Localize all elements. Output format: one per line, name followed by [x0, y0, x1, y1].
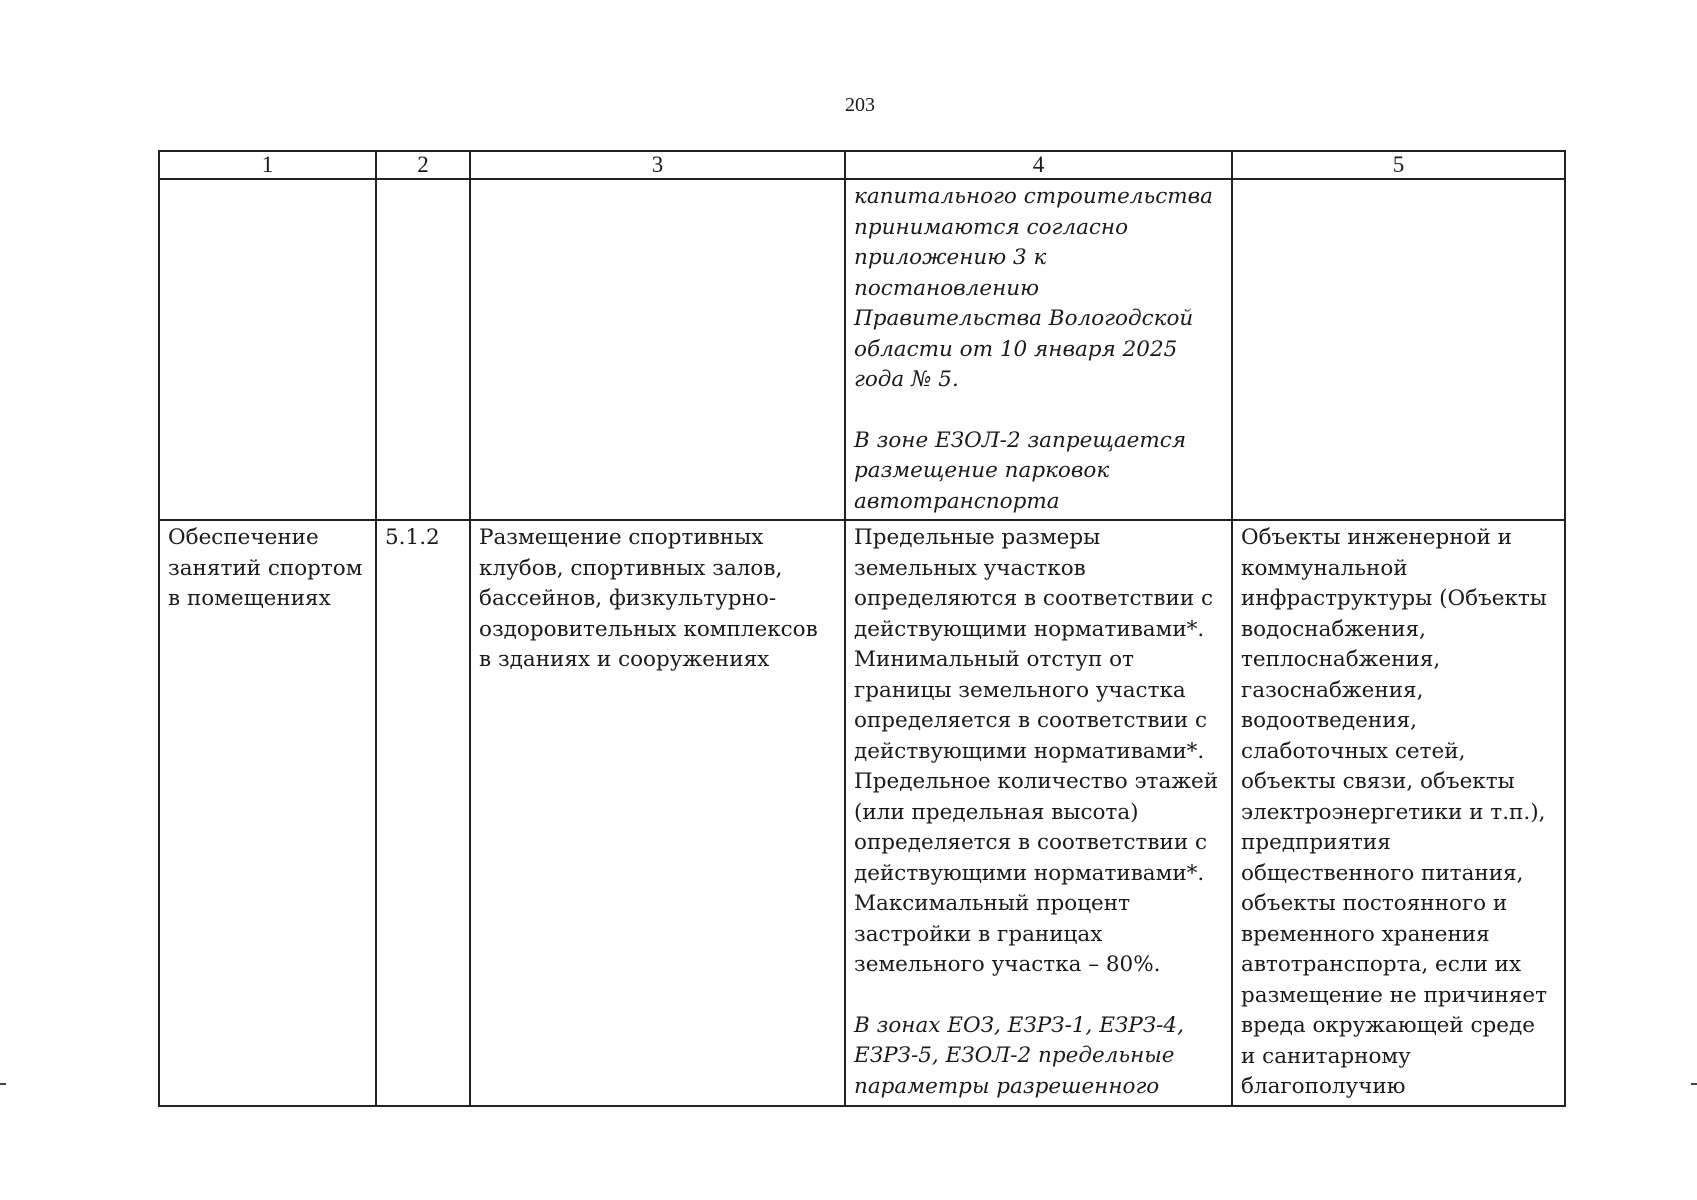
header-cell-4: 4 [845, 151, 1232, 179]
cell-use-type: Обеспечение занятий спортом в помещениях [159, 520, 376, 1106]
cell-empty [376, 179, 470, 520]
header-cell-3: 3 [470, 151, 845, 179]
parameter-line: Предельное количество этажей (или предельная высота) определяется в соответствии с действующими нормативами*. [854, 769, 1219, 886]
parameter-line: Минимальный отступ от границы земельного участка определяется в соответствии с действующими нормативами*. [854, 647, 1208, 764]
cell-auxiliary-uses: Объекты инженерной и коммунальной инфраструктуры (Объекты водоснабжения, теплоснабжения, газоснабжения, водоотведения, слаботочных сетей, объекты связи, объекты электроэнергетики и т.п.), предприятия общественного питания, объекты постоянного и временного хранения автотранспорта, если их размещение не причиняет вреда окружающей среде и санитарному благополучию [1232, 520, 1565, 1106]
header-cell-1: 1 [159, 151, 376, 179]
land-use-table [158, 150, 1566, 1107]
header-cell-5: 5 [1232, 151, 1565, 179]
page-number: 203 [845, 94, 875, 116]
table-row-continuation [159, 179, 1565, 520]
cell-empty [470, 179, 845, 520]
cell-parameters-continued [845, 179, 1232, 520]
cell-empty [159, 179, 376, 520]
table-header-row [159, 151, 1565, 179]
scan-edge-mark [1691, 1083, 1697, 1085]
scan-edge-mark [0, 1083, 6, 1085]
cell-parameters [845, 520, 1232, 1106]
parameter-line: Максимальный процент застройки в границах земельного участка – 80%. [854, 891, 1161, 977]
ezol-restriction-note: В зоне ЕЗОЛ-2 запрещается размещение парковок автотранспорта [854, 427, 1187, 514]
zones-note: В зонах ЕОЗ, ЕЗРЗ-1, ЕЗРЗ-4, ЕЗРЗ-5, ЕЗОЛ-2 предельные параметры разрешенного [854, 1012, 1184, 1099]
parameter-line: Предельные размеры земельных участков определяются в соответствии с действующими нормативами*. [854, 525, 1214, 642]
table-row [159, 520, 1565, 1106]
cell-description: Размещение спортивных клубов, спортивных залов, бассейнов, физкультурно-оздоровительных комплексов в зданиях и сооружениях [470, 520, 845, 1106]
cell-code: 5.1.2 [376, 520, 470, 1106]
header-cell-2: 2 [376, 151, 470, 179]
parameters-note: капитального строительства принимаются согласно приложению 3 к постановлению Правительства Вологодской области от 10 января 2025 года № 5. [854, 184, 1213, 392]
cell-empty [1232, 179, 1565, 520]
